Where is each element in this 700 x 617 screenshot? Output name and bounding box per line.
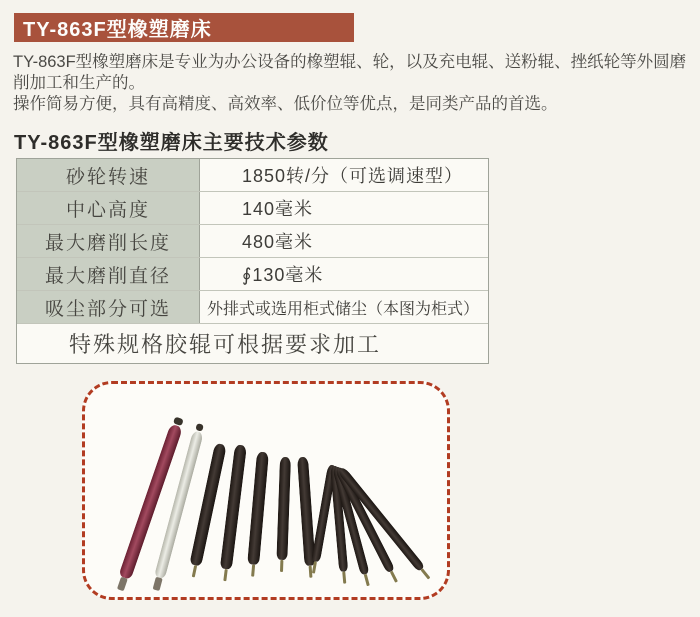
roller-body — [247, 451, 269, 565]
table-row — [17, 291, 488, 324]
spec-value: 1850转/分（可选调速型） — [242, 166, 464, 186]
page-title-bar — [14, 13, 354, 42]
intro-paragraph-2: 操作简易方便，具有高精度、高效率、低价位等优点，是同类产品的首选。 — [13, 95, 558, 113]
spec-label: 最大磨削长度 — [17, 225, 200, 257]
spec-value: 480毫米 — [242, 232, 314, 252]
roller-shaft-pin — [312, 561, 317, 573]
spec-label: 中心高度 — [17, 192, 200, 224]
spec-value: ∮130毫米 — [242, 265, 324, 285]
spec-label: 吸尘部分可选 — [17, 291, 200, 323]
spec-label: 砂轮转速 — [17, 159, 200, 191]
rubber-roller — [246, 451, 269, 577]
table-row — [17, 225, 488, 258]
roller-shaft-pin — [191, 565, 196, 577]
roller-shaft-pin — [364, 574, 370, 586]
roller-body — [276, 457, 291, 560]
roller-shaft-pin — [251, 564, 255, 576]
roller-shaft-pin — [153, 577, 163, 591]
spec-label: 最大磨削直径 — [17, 258, 200, 290]
roller-shaft-pin — [342, 571, 346, 583]
intro-text — [13, 52, 700, 115]
roller-shaft-pin — [421, 568, 431, 579]
roller-body — [220, 444, 247, 570]
roller-shaft-pin — [223, 569, 227, 581]
table-row — [17, 159, 488, 192]
product-photo-frame — [82, 381, 450, 600]
spec-footer-note: 特殊规格胶辊可根据要求加工 — [17, 324, 488, 363]
intro-paragraph-1: TY-863F型橡塑磨床是专业为办公设备的橡塑辊、轮，以及充电辊、送粉辊、挫纸轮等外圆磨削加工和生产的。 — [13, 53, 687, 92]
spec-value: 140毫米 — [242, 199, 314, 219]
specs-heading: TY-863F型橡塑磨床主要技术参数 — [14, 132, 329, 154]
page-title: TY-863F型橡塑磨床 — [23, 19, 212, 41]
rubber-roller — [276, 457, 291, 572]
roller-shaft-pin — [280, 560, 283, 572]
specs-table — [16, 158, 489, 364]
roller-shaft-pin — [390, 571, 398, 583]
roller-shaft-pin — [117, 577, 128, 592]
spec-value: 外排式或选用柜式储尘（本图为柜式） — [207, 300, 480, 318]
table-row — [17, 192, 488, 225]
table-row — [17, 258, 488, 291]
